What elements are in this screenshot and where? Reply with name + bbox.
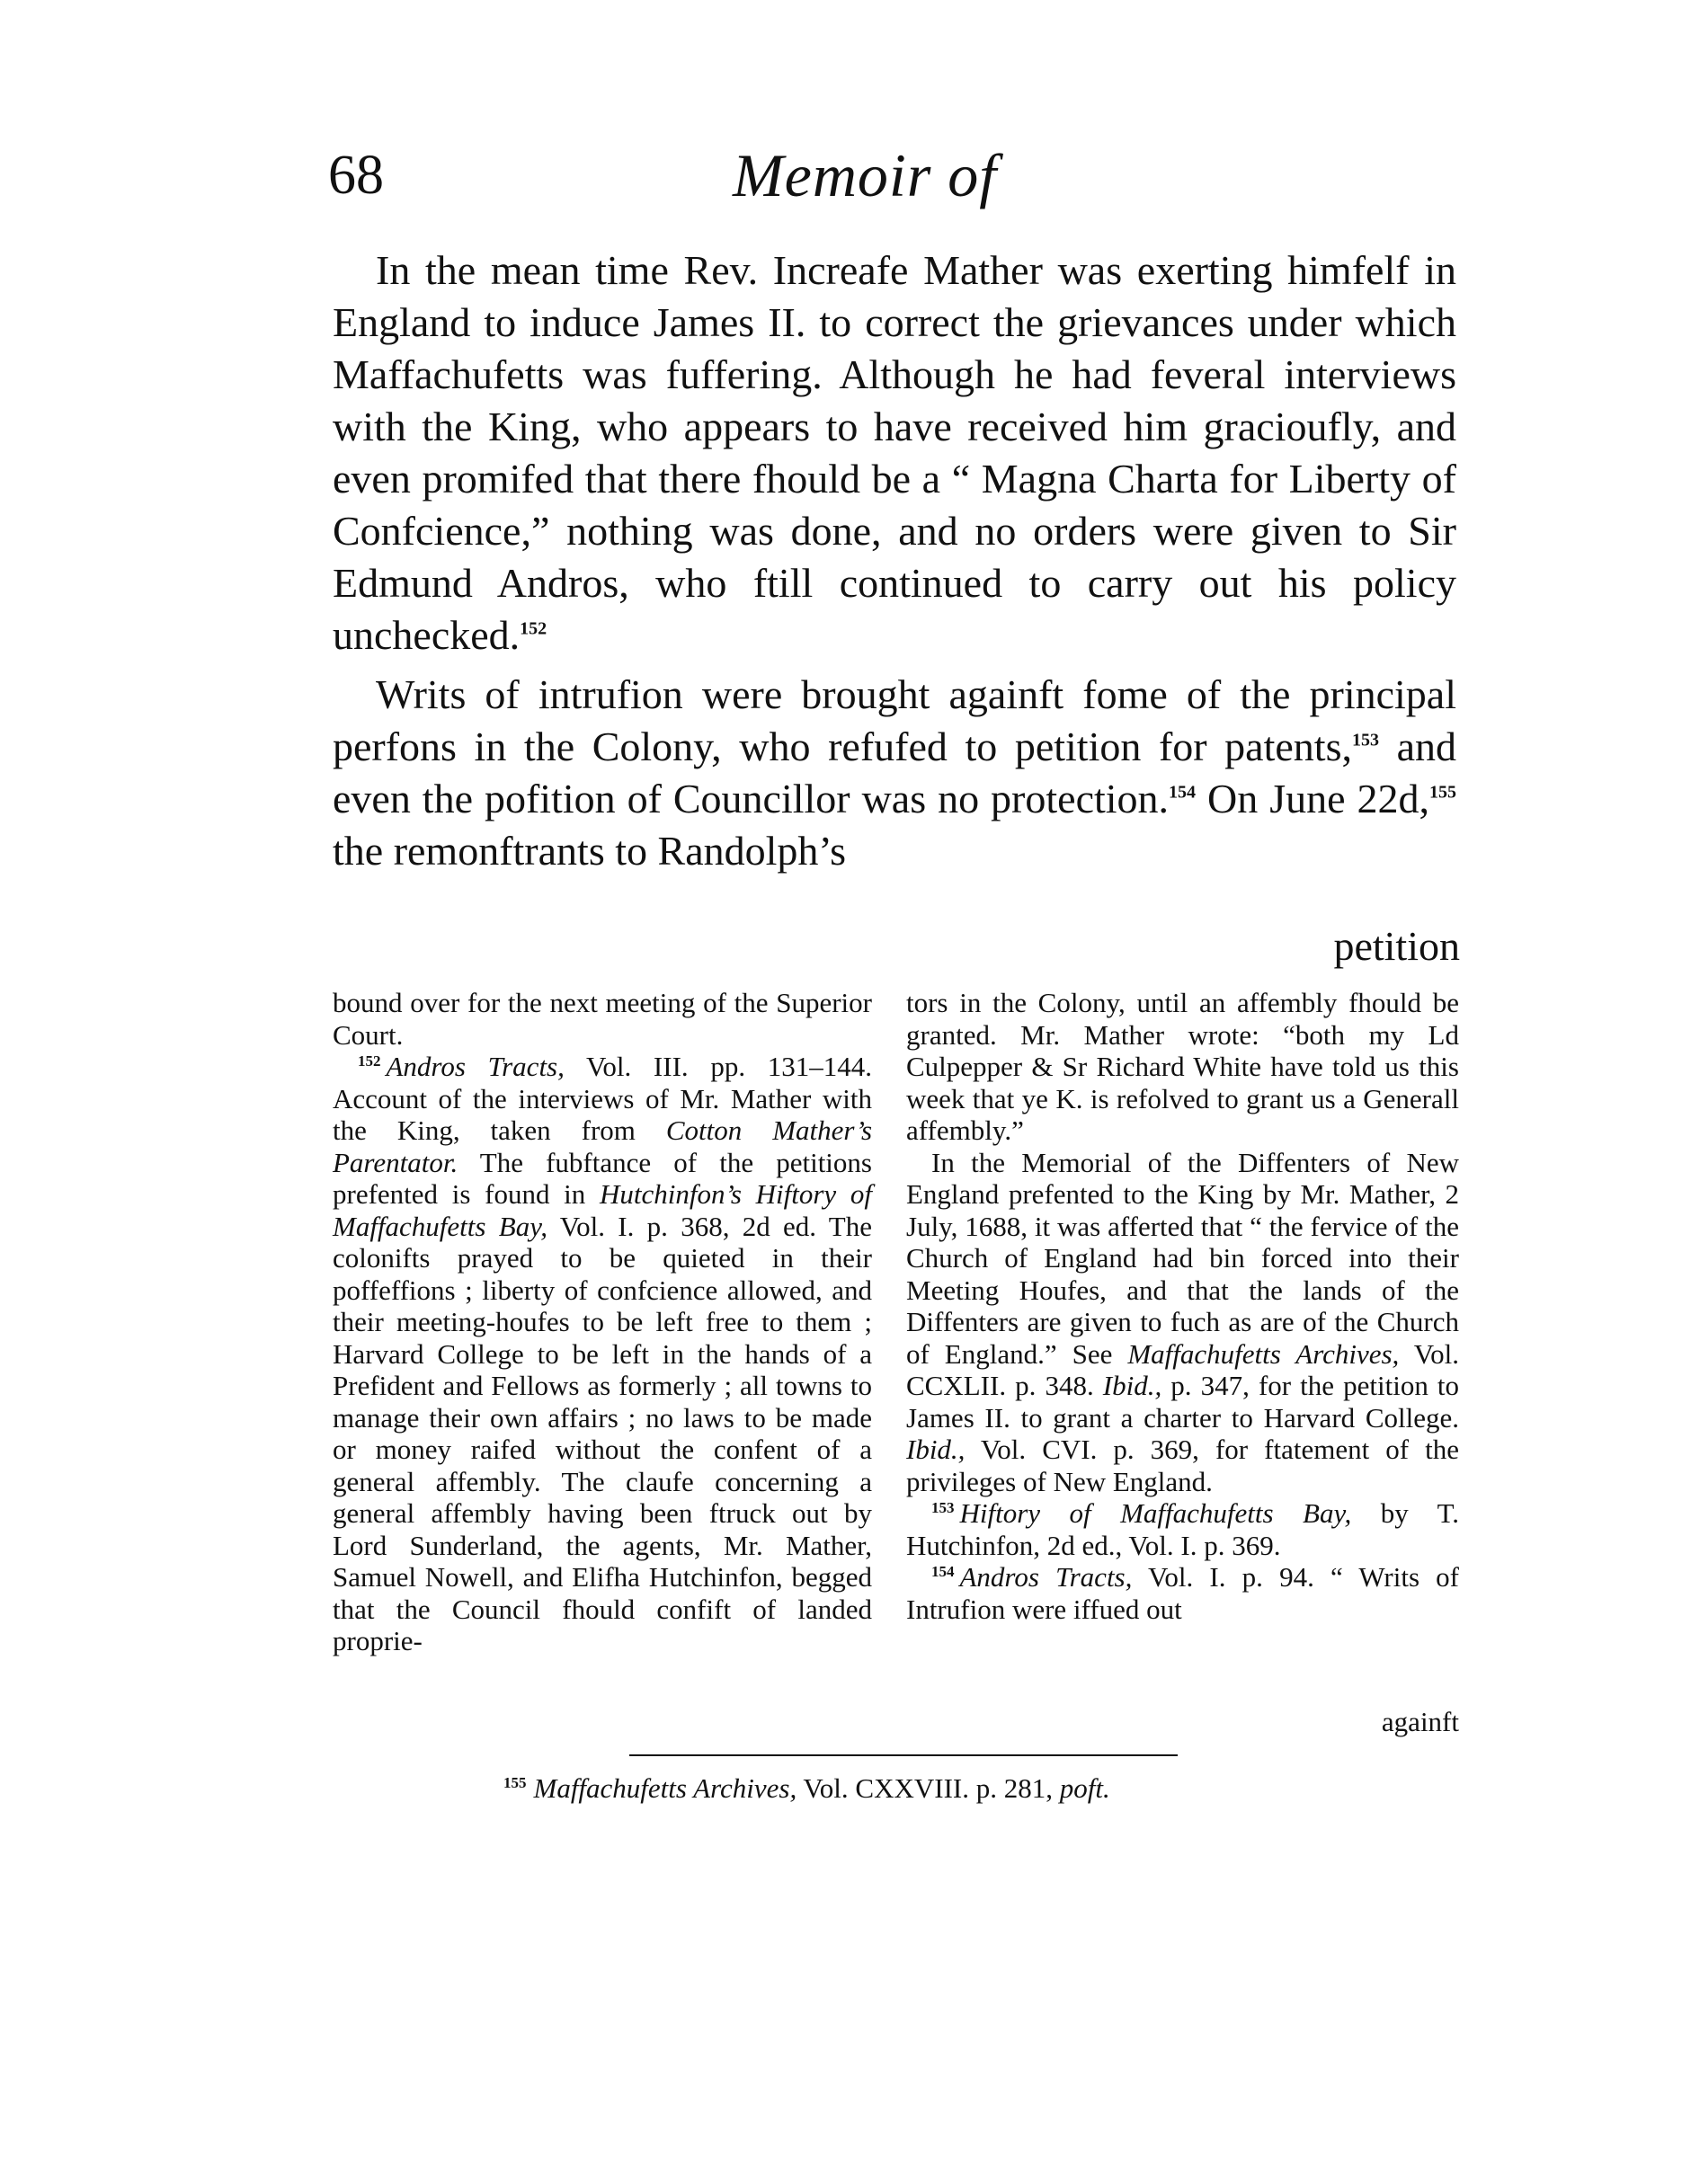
running-title: Memoir of xyxy=(733,141,998,209)
paragraph-2-text-c: On June 22d, xyxy=(1196,776,1429,821)
paragraph-2-text-b: and even the pofition of Councillor was no protection. xyxy=(333,724,1456,821)
footnotes-left-column xyxy=(333,987,872,1657)
footnote-152-source: Cotton Mather’s Parentator. xyxy=(333,1114,873,1178)
memorial-text-b: Vol. CCXLII. p. 348. xyxy=(906,1337,1459,1401)
footnote-152-text-a: Vol. III. pp. 131–144. Account of the interviews of Mr. Mather with the King, taken from xyxy=(333,1051,872,1146)
footnote-mark-152: 152 xyxy=(358,1052,381,1070)
footnote-mark-153: 153 xyxy=(931,1498,955,1516)
page-number: 68 xyxy=(328,145,384,206)
footnote-152-source-2: Hutchinfon’s Hiftory of Maffachufetts Bay, xyxy=(333,1178,872,1242)
footnote-ref-154: 154 xyxy=(1169,782,1197,803)
footnote-ref-153: 153 xyxy=(1351,730,1379,750)
main-text xyxy=(333,244,1456,877)
paragraph-1-text: In the mean time Rev. Increafe Mather was exerting himfelf in England to induce James II. to correct the grievances under which Maffachufetts was fuffering. Although he had feveral interviews with the King, who appears to have received him gracioufly, and even promifed that there fhould be a “ Magna Charta for Liberty of Confcience,” nothing was done, and no orders were given to Sir Edmund Andros, who ftill continued to carry out his policy unchecked. xyxy=(333,247,1456,658)
footnote-mark-155: 155 xyxy=(503,1773,527,1791)
memorial-ibid-2: Ibid., xyxy=(906,1434,966,1465)
footnote-153-title: Hiftory of Maffachufetts Bay, xyxy=(959,1497,1352,1529)
memorial-text-d: Vol. CVI. p. 369, for ftatement of the privileges of New England. xyxy=(906,1434,1459,1497)
footnote-155-text: Vol. CXXVIII. p. 281, xyxy=(797,1772,1060,1804)
footnote-153-text: by T. Hutchinfon, 2d ed., Vol. I. p. 369. xyxy=(906,1497,1459,1561)
footnote-rule xyxy=(629,1754,1178,1756)
footnote-152 xyxy=(333,1051,872,1657)
memorial-source: Maffachufetts Archives, xyxy=(1127,1337,1400,1370)
footnotes xyxy=(333,987,1459,1751)
footnote-155-title: Maffachufetts Archives, xyxy=(533,1772,797,1804)
footnote-154-title: Andros Tracts, xyxy=(959,1561,1133,1593)
footnote-152-text-c: Vol. I. p. 368, 2d ed. The colonifts prayed to be quieted in their poffeffions ; liberty of confcience allowed, and their meeting-houfes to be left free to them ; Harvard College to be left in the hands of a Prefident and Fellows as formerly ; all towns to manage their own affairs ; no laws to be made or money raifed without the confent of a general affembly. The claufe concerning a general affembly having been ftruck out by Lord Sunderland, the agents, Mr. Mather, Samuel Nowell, and Elifha Hutchinfon, begged that the Council fhould confift of landed proprie- xyxy=(333,1210,872,1656)
paragraph-2-text-d: the remonftrants to Randolph’s xyxy=(333,828,847,874)
footnote-catchword: againft xyxy=(1381,1706,1459,1737)
paragraph-1 xyxy=(333,244,1456,661)
paragraph-2-text-a: Writs of intrufion were brought againft fome of the principal perfons in the Colony, who refufed to petition for patents, xyxy=(333,671,1456,769)
page-header xyxy=(328,141,1461,225)
footnote-mark-154: 154 xyxy=(931,1562,955,1580)
footnote-ref-152: 152 xyxy=(520,618,547,639)
footnote-152-continuation: tors in the Colony, until an affembly fhould be granted. Mr. Mather wrote: “both my Ld Culpepper & Sr Richard White have told us this week that ye K. is refolved to grant us a Generall affembly.” xyxy=(906,987,1459,1146)
footnote-153 xyxy=(906,1497,1459,1561)
paragraph-2 xyxy=(333,669,1456,877)
footnote-continuation: bound over for the next meeting of the Superior Court. xyxy=(333,987,872,1051)
memorial-ibid: Ibid., xyxy=(1102,1370,1162,1401)
footnote-ref-155: 155 xyxy=(1428,782,1456,803)
memorial-text-c: p. 347, for the petition to James II. to grant a charter to Harvard College. xyxy=(906,1370,1460,1434)
footnotes-right-column xyxy=(906,987,1459,1625)
footnote-152-memorial xyxy=(906,1147,1459,1498)
footnote-152-text-b: The fubftance of the petitions prefented is found in xyxy=(333,1146,872,1210)
footnote-152-title: Andros Tracts, xyxy=(386,1051,565,1082)
footnote-154-text: Vol. I. p. 94. “ Writs of Intrufion were iffued out xyxy=(906,1561,1459,1625)
footnote-155-post: poft. xyxy=(1059,1772,1110,1804)
catchword: petition xyxy=(1333,923,1460,969)
memorial-text-a: In the Memorial of the Diffenters of New England prefented to the King by Mr. Mather, 2 July, 1688, it was afferted that “ the fervice of the Church of England had bin forced into their Meeting Houfes, and that the lands of the Diffenters are given to fuch as are of the Church of England.” See xyxy=(906,1146,1459,1370)
footnote-154 xyxy=(906,1561,1459,1625)
footnote-155 xyxy=(503,1772,1110,1805)
